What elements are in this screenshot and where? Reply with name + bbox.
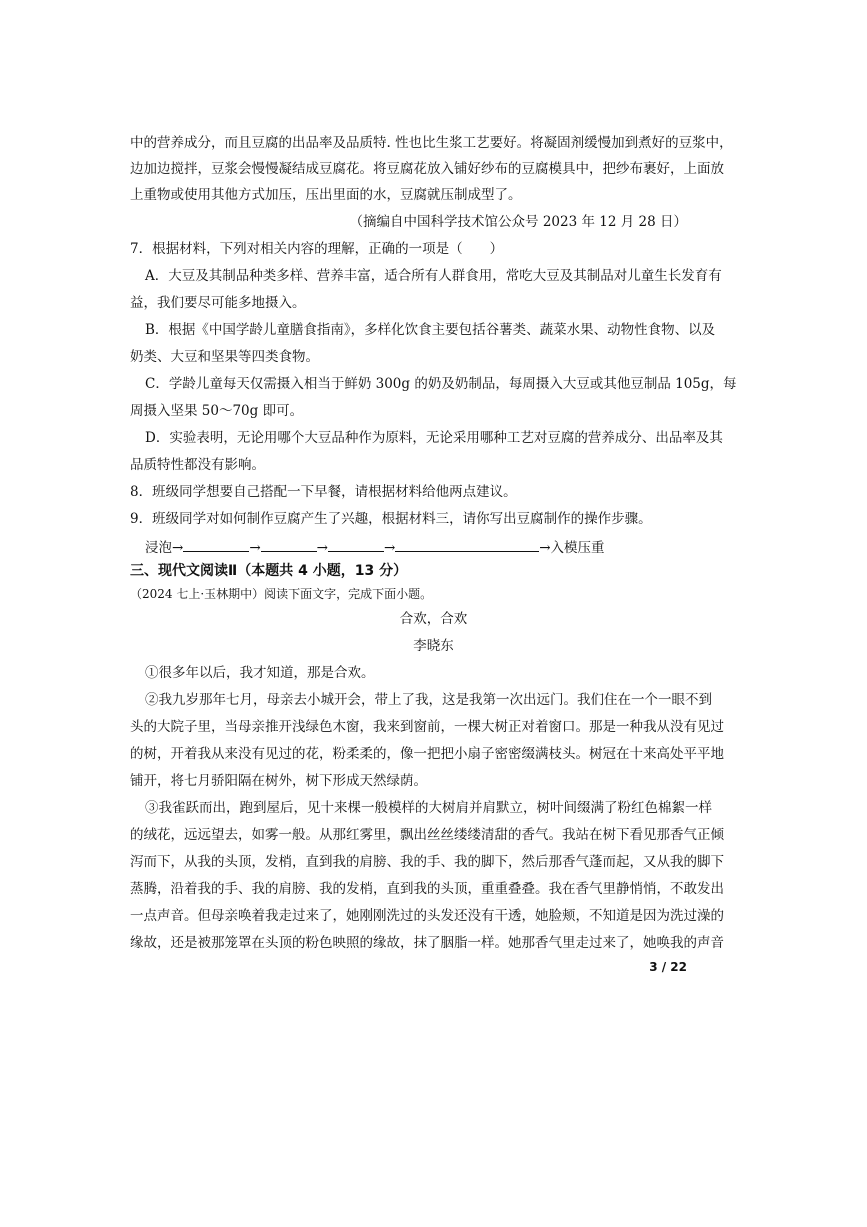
flow-arrow: → <box>316 540 328 556</box>
essay-line: 缘故，还是被那笼罩在头顶的粉色映照的缘故，抹了胭脂一样。她那香气里走过来了，她唤我的声音 <box>130 935 724 951</box>
essay-line: 头的大院子里，当母亲推开浅绿色木窗，我来到窗前，一棵大树正对着窗口。那是一种我从没有见过 <box>130 719 724 735</box>
section-heading: 三、现代文阅读Ⅱ（本题共 4 小题，13 分） <box>130 563 408 579</box>
flow-steps <box>145 537 690 558</box>
essay-line: 的绒花，远远望去，如雾一般。从那红雾里，飘出丝丝缕缕清甜的香气。我站在树下看见那香气正倾 <box>130 827 724 843</box>
option-d-line2: 品质特性都没有影响。 <box>130 457 265 473</box>
essay-line: 蒸腾，沿着我的手、我的肩膀、我的发梢，直到我的头顶，重重叠叠。我在香气里静悄悄，不敢发出 <box>130 881 724 897</box>
flow-end: →入模压重 <box>539 540 605 556</box>
flow-arrow: → <box>249 540 261 556</box>
option-a-line2: 益，我们要尽可能多地摄入。 <box>130 295 306 311</box>
flow-arrow: → <box>383 540 396 556</box>
source-note: （摘编自中国科学技术馆公众号 2023 年 12 月 28 日） <box>349 214 687 230</box>
answer-blank[interactable] <box>328 537 384 552</box>
question-7-stem: 7．根据材料，下列对相关内容的理解，正确的一项是（ ） <box>130 241 504 257</box>
option-c-line1: C．学龄儿童每天仅需摄入相当于鲜奶 300g 的奶及奶制品，每周摄入大豆或其他豆制品 105g，每 <box>145 376 737 392</box>
essay-title: 合欢，合欢 <box>399 611 468 627</box>
answer-blank[interactable] <box>261 537 317 552</box>
question-9: 9．班级同学对如何制作豆腐产生了兴趣，根据材料三，请你写出豆腐制作的操作步骤。 <box>130 511 652 527</box>
passage-line: 中的营养成分，而且豆腐的出品率及品质特. 性也比生浆工艺要好。将凝固剂缓慢加到煮好的豆浆中， <box>130 135 733 151</box>
flow-start: 浸泡→ <box>145 540 184 556</box>
answer-blank[interactable] <box>395 537 539 552</box>
essay-line: 铺开，将七月骄阳隔在树外，树下形成天然绿荫。 <box>130 773 427 789</box>
option-c-line2: 周摄入坚果 50～70g 即可。 <box>130 403 304 419</box>
passage-line: 上重物或使用其他方式加压，压出里面的水，豆腐就压制成型了。 <box>130 187 522 203</box>
option-b-line2: 奶类、大豆和坚果等四类食物。 <box>130 349 319 365</box>
essay-paragraph-1: ①很多年以后，我才知道，那是合欢。 <box>145 665 375 681</box>
answer-blank[interactable] <box>183 537 249 552</box>
essay-line: ③我雀跃而出，跑到屋后，见十来棵一般模样的大树肩并肩默立，树叶间缀满了粉红色棉絮一样 <box>145 800 712 816</box>
question-8: 8．班级同学想要自己搭配一下早餐，请根据材料给他两点建议。 <box>130 484 517 500</box>
essay-line: 的树，开着我从来没有见过的花，粉柔柔的，像一把把小扇子密密缀满枝头。树冠在十来高处平平地 <box>130 746 724 762</box>
essay-author: 李晓东 <box>413 638 454 654</box>
section-source: （2024 七上·玉林期中）阅读下面文字，完成下面小题。 <box>130 587 433 601</box>
page-number: 3 / 22 <box>649 960 687 974</box>
passage-line: 边加边搅拌，豆浆会慢慢凝结成豆腐花。将豆腐花放入铺好纱布的豆腐模具中，把纱布裹好，上面放 <box>130 161 724 177</box>
essay-line: 泻而下，从我的头顶，发梢，直到我的肩膀、我的手、我的脚下，然后那香气蓬而起，又从我的脚下 <box>130 854 724 870</box>
option-b-line1: B．根据《中国学龄儿童膳食指南》，多样化饮食主要包括谷薯类、蔬菜水果、动物性食物、以及 <box>145 322 716 338</box>
essay-line: 一点声音。但母亲唤着我走过来了，她刚刚洗过的头发还没有干透，她脸颊，不知道是因为洗过澡的 <box>130 908 724 924</box>
essay-line: ②我九岁那年七月，母亲去小城开会，带上了我，这是我第一次出远门。我们住在一个一眼不到 <box>145 692 712 708</box>
option-a-line1: A．大豆及其制品种类多样、营养丰富，适合所有人群食用，常吃大豆及其制品对儿童生长发育有 <box>145 268 722 284</box>
option-d-line1: D．实验表明，无论用哪个大豆品种作为原料，无论采用哪种工艺对豆腐的营养成分、出品率及其 <box>145 430 723 446</box>
